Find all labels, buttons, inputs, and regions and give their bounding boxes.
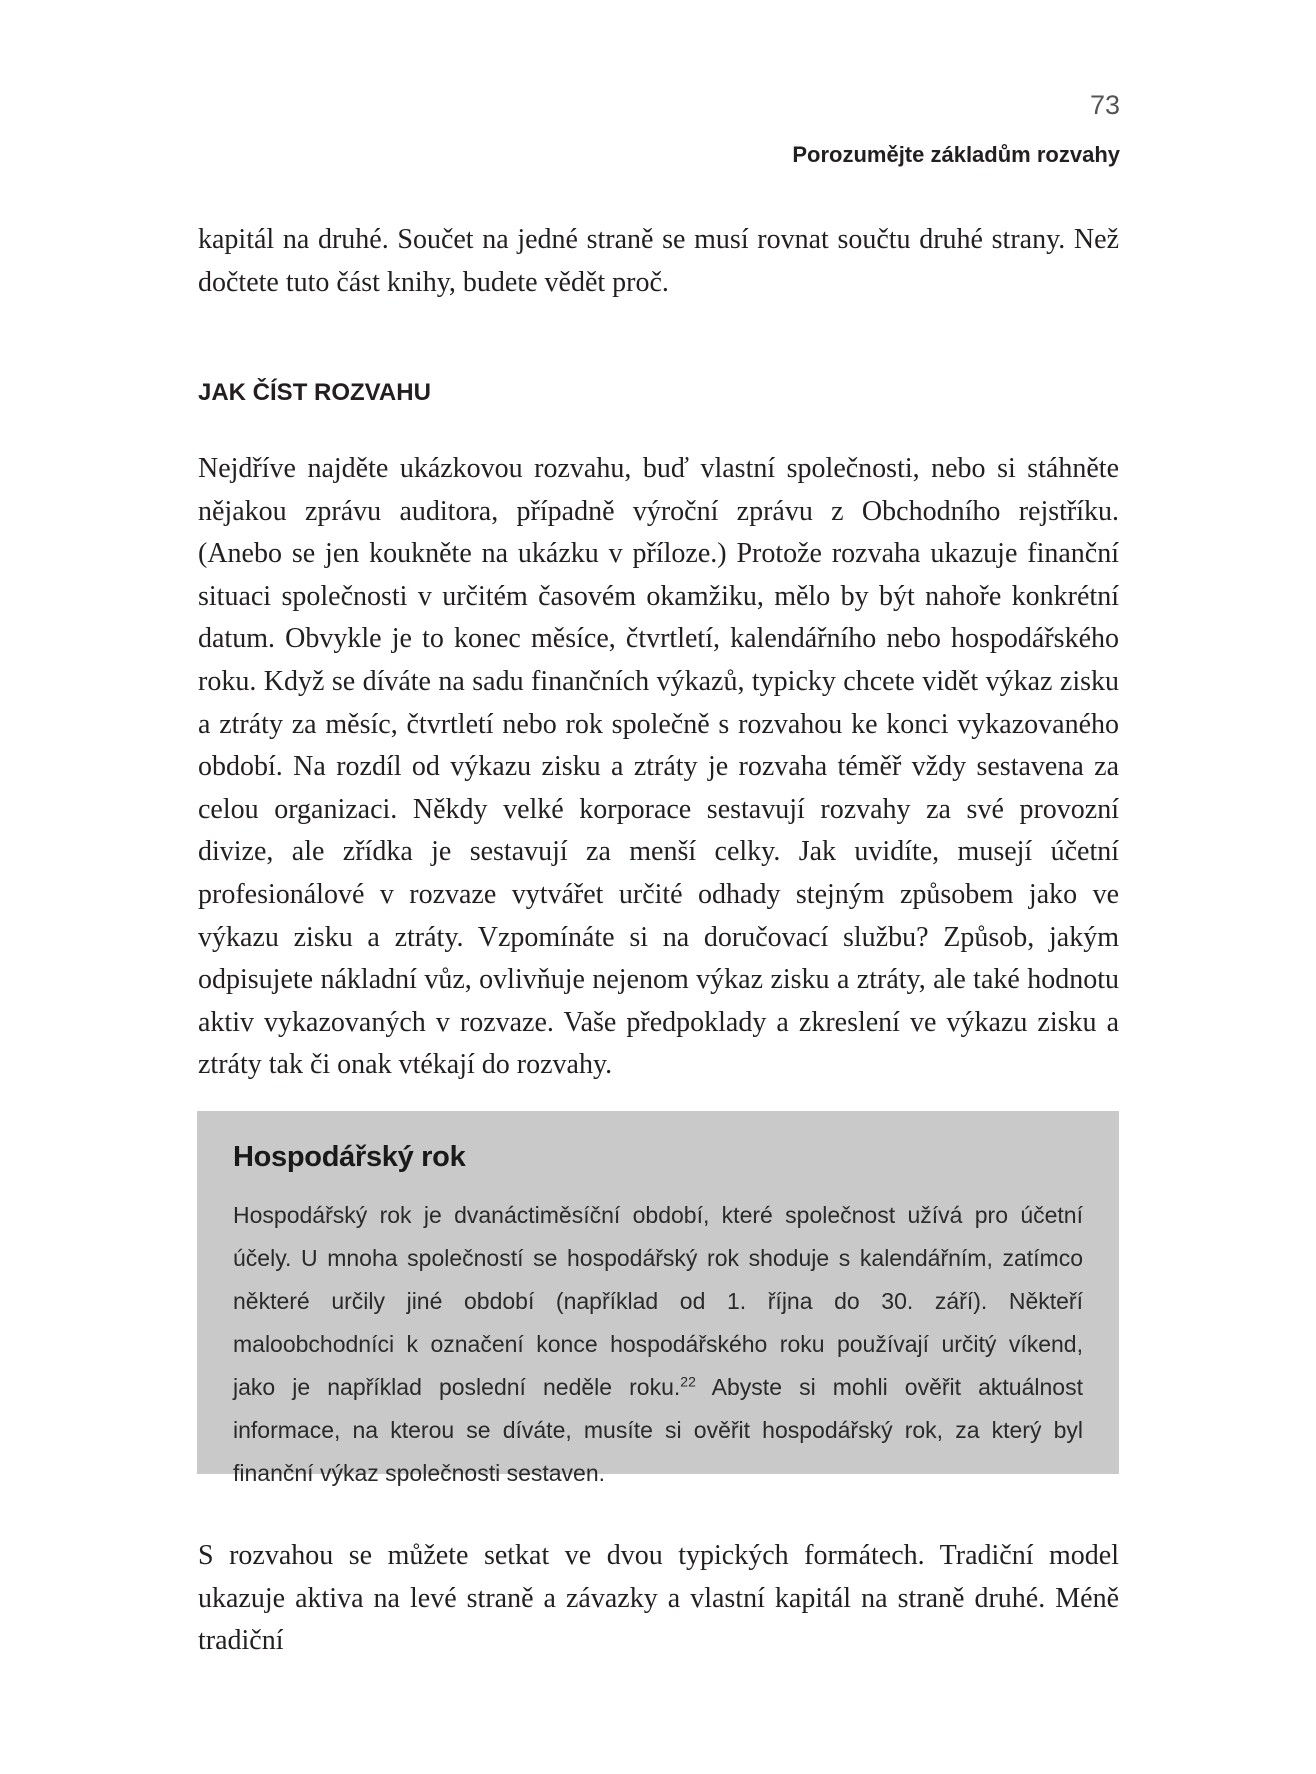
sidebar-text-part2: Abyste si mohli ověřit aktuálnost informace, na kterou se díváte, musíte si ověřit hospodářský rok, za který byl finanční výkaz společnosti sestaven. — [233, 1374, 1083, 1486]
running-header: Porozumějte základům rozvahy — [792, 142, 1120, 167]
sidebar-text-part1: Hospodářský rok je dvanáctiměsíční období, které společnost užívá pro účetní účely. U mnoha společností se hospodářský rok shoduje s kalendářním, zatímco některé určily jiné období (například od 1. října do 30. září). Někteří maloobchodníci k označení konce hospodářského roku používají určitý víkend, jako je například poslední neděle roku. — [233, 1202, 1083, 1400]
page-number: 73 — [1089, 90, 1120, 120]
footnote-reference[interactable]: 22 — [680, 1373, 696, 1390]
main-paragraph: Nejdříve najděte ukázkovou rozvahu, buď vlastní společnosti, nebo si stáhněte nějakou zprávu auditora, případně výroční zprávu z Obchodního rejstříku. (Anebo se jen koukněte na ukázku v příloze.) Protože rozvaha ukazuje finanční situaci společnosti v určitém časovém okamžiku, mělo by být nahoře konkrétní datum. Obvykle je to konec měsíce, čtvrtletí, kalendářního nebo hospodářského roku. Když se díváte na sadu finančních výkazů, typicky chcete vidět výkaz zisku a ztráty za měsíc, čtvrtletí nebo rok společně s rozvahou ke konci vykazovaného období. Na rozdíl od výkazu zisku a ztráty je rozvaha téměř vždy sestavena za celou organizaci. Někdy velké korporace sestavují rozvahy za své provozní divize, ale zřídka je sestavují za menší celky. Jak uvidíte, musejí účetní profesionálové v rozvaze vytvářet určité odhady stejným způsobem jako ve výkazu zisku a ztráty. Vzpomínáte si na doručovací službu? Způsob, jakým odpisujete nákladní vůz, ovlivňuje nejenom výkaz zisku a ztráty, ale také hodnotu aktiv vykazovaných v rozvaze. Vaše předpoklady a zkreslení ve výkazu zisku a ztráty tak či onak vtékají do rozvahy. — [198, 453, 1119, 1081]
sidebar-box — [197, 1111, 1119, 1486]
sidebar-title: Hospodářský rok — [233, 1141, 466, 1173]
intro-paragraph: kapitál na druhé. Součet na jedné straně se musí rovnat součtu druhé strany. Než dočtete tuto část knihy, budete vědět proč. — [198, 224, 1119, 298]
section-heading: JAK ČÍST ROZVAHU — [198, 379, 431, 406]
closing-paragraph: S rozvahou se můžete setkat ve dvou typických formátech. Tradiční model ukazuje aktiva na levé straně a závazky a vlastní kapitál na straně druhé. Méně tradiční — [198, 1540, 1119, 1657]
sidebar-text — [233, 1194, 1083, 1495]
